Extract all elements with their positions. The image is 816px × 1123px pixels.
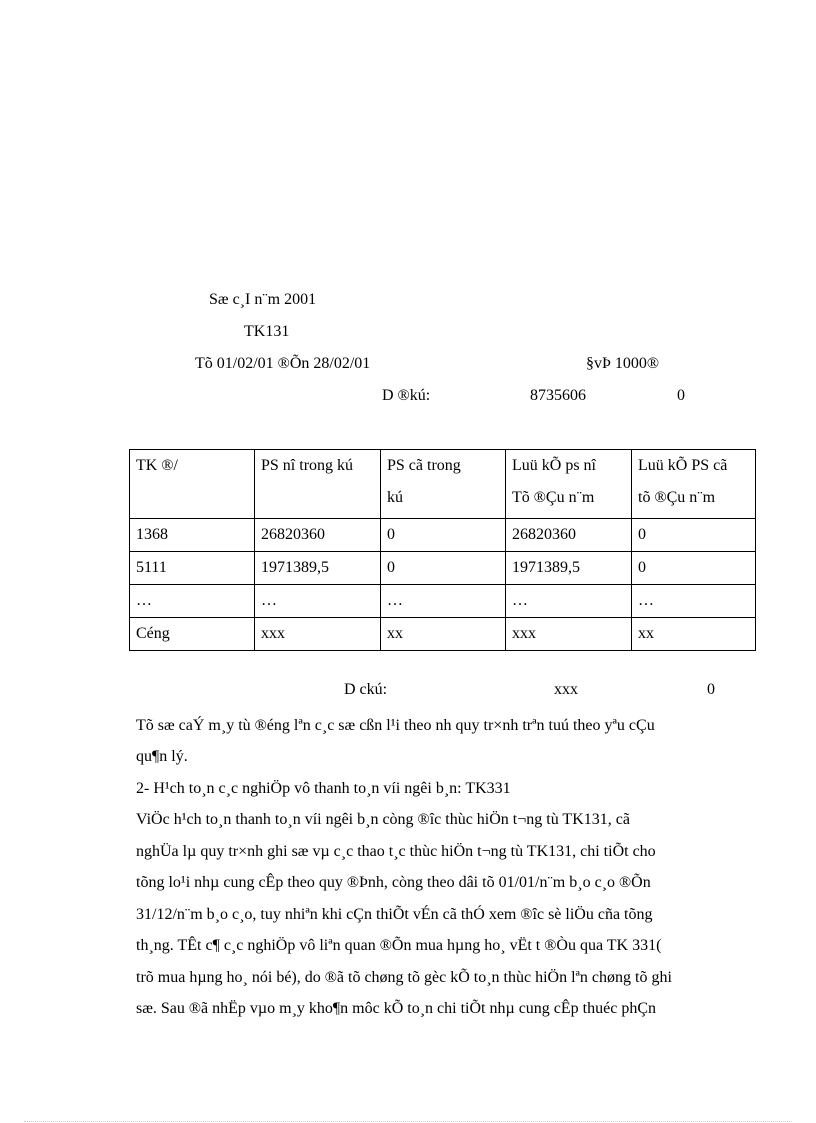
- column-header: PS cã trong kú: [381, 450, 506, 519]
- opening-balance-label: D ®kú:: [382, 387, 431, 404]
- closing-balance-label: D ckú:: [344, 681, 388, 698]
- table-cell: xxx: [506, 618, 632, 651]
- body-line: tõng lo¹i nhµ cung cÊp theo quy ®Þnh, còng theo dâi tõ 01/01/n¨m b¸o c¸o ®Õn: [136, 874, 651, 891]
- table-total-row: [130, 618, 756, 651]
- body-line: trõ mua hµng ho¸ nói bé), do ®ã tõ chøng tõ gèc kÕ to¸n thùc hiÖn lªn chøng tõ ghi: [136, 969, 672, 986]
- table-cell: 0: [632, 519, 756, 552]
- table-cell: 0: [381, 552, 506, 585]
- page-bottom-divider: [24, 1121, 792, 1122]
- table-cell: xx: [381, 618, 506, 651]
- table-cell: 1368: [130, 519, 255, 552]
- table-cell: …: [506, 585, 632, 618]
- body-line: Tõ sæ caÝ m¸y tù ®éng lªn c¸c sæ cßn l¹i theo nh quy tr×nh trªn tuú theo yªu cÇu: [136, 717, 655, 734]
- body-line: 31/12/n¨m b¸o c¸o, tuy nhiªn khi cÇn thiÕt vÉn cã thÓ xem ®îc sè liÖu cña tõng: [136, 906, 653, 923]
- body-line: th¸ng. TÊt c¶ c¸c nghiÖp vô liªn quan ®Õn mua hµng ho¸ vËt t ®Òu qua TK 331(: [136, 937, 662, 954]
- currency-unit: §vÞ 1000®: [586, 355, 660, 372]
- body-line: sæ. Sau ®ã nhËp vµo m¸y kho¶n môc kÕ to¸n chi tiÕt nhµ cung cÊp thuéc phÇn: [136, 1000, 656, 1017]
- body-line: ViÖc h¹ch to¸n thanh to¸n víi ngêi b¸n còng ®îc thùc hiÖn t¬ng tù TK131, cã: [136, 811, 630, 828]
- table-cell: …: [130, 585, 255, 618]
- body-line: qu¶n lý.: [136, 748, 188, 765]
- column-header: Luü kÕ ps nî Tõ ®Çu n¨m: [506, 450, 632, 519]
- table-cell: …: [255, 585, 381, 618]
- body-line: nghÜa lµ quy tr×nh ghi sæ vµ c¸c thao t¸c thùc hiÖn t¬ng tù TK131, chi tiÕt cho: [136, 843, 656, 860]
- table-cell: 0: [632, 552, 756, 585]
- period-range: Tõ 01/02/01 ®Õn 28/02/01: [195, 355, 371, 372]
- column-header: Luü kÕ PS cã tõ ®Çu n¨m: [632, 450, 756, 519]
- table-cell: 5111: [130, 552, 255, 585]
- opening-balance-credit: 0: [677, 387, 685, 404]
- table-cell: xxx: [255, 618, 381, 651]
- closing-balance-credit: 0: [707, 681, 715, 698]
- table-row: [130, 519, 756, 552]
- table-row: [130, 585, 756, 618]
- table-cell: 1971389,5: [255, 552, 381, 585]
- table-cell: Céng: [130, 618, 255, 651]
- table-header-row: [130, 450, 756, 519]
- table-row: [130, 552, 756, 585]
- ledger-table: [129, 449, 756, 651]
- table-cell: 26820360: [255, 519, 381, 552]
- book-title: Sæ c¸I n¨m 2001: [209, 291, 317, 308]
- section-heading: 2- H¹ch to¸n c¸c nghiÖp vô thanh to¸n víi ngêi b¸n: TK331: [136, 780, 511, 797]
- table-cell: xx: [632, 618, 756, 651]
- opening-balance-debit: 8735606: [530, 387, 586, 404]
- column-header: TK ®/: [130, 450, 255, 519]
- table-cell: …: [381, 585, 506, 618]
- closing-balance-debit: xxx: [554, 681, 578, 698]
- table-cell: 0: [381, 519, 506, 552]
- table-cell: …: [632, 585, 756, 618]
- table-cell: 26820360: [506, 519, 632, 552]
- column-header: PS nî trong kú: [255, 450, 381, 519]
- table-cell: 1971389,5: [506, 552, 632, 585]
- account-code: TK131: [244, 323, 290, 340]
